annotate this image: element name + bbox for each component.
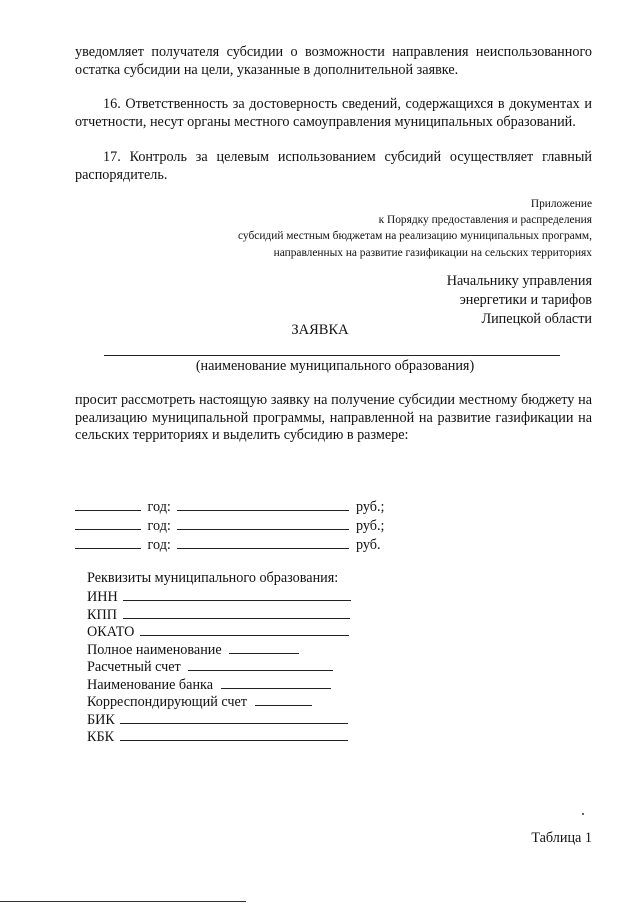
amount-blank [177, 535, 349, 549]
amount-blank [177, 516, 349, 530]
requisite-blank [120, 710, 348, 724]
municipality-name-blank [104, 355, 560, 356]
requisite-label: ОКАТО [87, 624, 135, 640]
requisite-blank [123, 587, 351, 601]
year-label: год: [147, 537, 171, 553]
table-caption: Таблица 1 [531, 830, 592, 846]
requisite-blank [255, 692, 312, 706]
addressee-line: Начальнику управления [446, 273, 592, 289]
paragraph-17-control: 17. Контроль за целевым использованием субсидий осуществляет главный распорядитель. [75, 149, 592, 183]
year-label: год: [147, 499, 171, 515]
municipality-caption: (наименование муниципального образования) [195, 358, 475, 374]
scan-speck [582, 813, 584, 815]
requisite-blank [140, 622, 349, 636]
paragraph-16-responsibility: 16. Ответственность за достоверность сведений, содержащихся в документах и отчетности, несут органы местного самоуправления муниципальных образований. [75, 96, 592, 130]
addressee-line: энергетики и тарифов [459, 292, 592, 308]
requisite-blank [188, 657, 333, 671]
year-blank [75, 516, 141, 530]
year-row [75, 535, 381, 554]
requisite-blank [123, 605, 350, 619]
requisite-blank [221, 675, 331, 689]
requisite-label: Корреспондирующий счет [87, 694, 247, 710]
currency-unit: руб.; [355, 499, 385, 515]
requisite-kbk [87, 727, 348, 747]
appendix-line: субсидий местным бюджетам на реализацию муниципальных программ, [238, 230, 592, 243]
requisite-label: КБК [87, 729, 115, 745]
year-row [75, 497, 384, 516]
currency-unit: руб.; [355, 518, 385, 534]
requisite-blank [120, 727, 348, 741]
requisite-label: ИНН [87, 589, 118, 605]
document-title: ЗАЯВКА [291, 322, 349, 338]
requisite-label: Наименование банка [87, 676, 214, 693]
amount-blank [177, 497, 349, 511]
addressee-line: Липецкой области [481, 311, 592, 327]
requisites-heading: Реквизиты муниципального образования: [87, 570, 339, 586]
addressee-block [447, 272, 592, 329]
year-row [75, 516, 384, 535]
requisite-label: КПП [87, 606, 117, 623]
requisite-label: Полное наименование [87, 641, 222, 658]
appendix-line: направленных на развитие газификации на сельских территориях [273, 246, 592, 259]
appendix-header [152, 196, 592, 261]
request-paragraph: просит рассмотреть настоящую заявку на получение субсидии местному бюджету на реализацию муниципальной программы, направленной на развитие газификации на сельских территориях и выделить субсидию в размере: [75, 392, 592, 443]
paragraph-notification: уведомляет получателя субсидии о возможности направления неиспользованного остатка субсидии на цели, указанные в дополнительной заявке. [75, 44, 592, 78]
appendix-line: Приложение [530, 198, 592, 210]
year-blank [75, 535, 141, 549]
footnote-rule [0, 901, 246, 902]
appendix-line: к Порядку предоставления и распределения [378, 214, 592, 227]
year-blank [75, 497, 141, 511]
requisite-blank [229, 640, 299, 654]
requisite-label: БИК [87, 711, 115, 728]
year-label: год: [147, 518, 171, 534]
requisite-label: Расчетный счет [87, 659, 181, 675]
currency-unit: руб. [355, 537, 381, 553]
